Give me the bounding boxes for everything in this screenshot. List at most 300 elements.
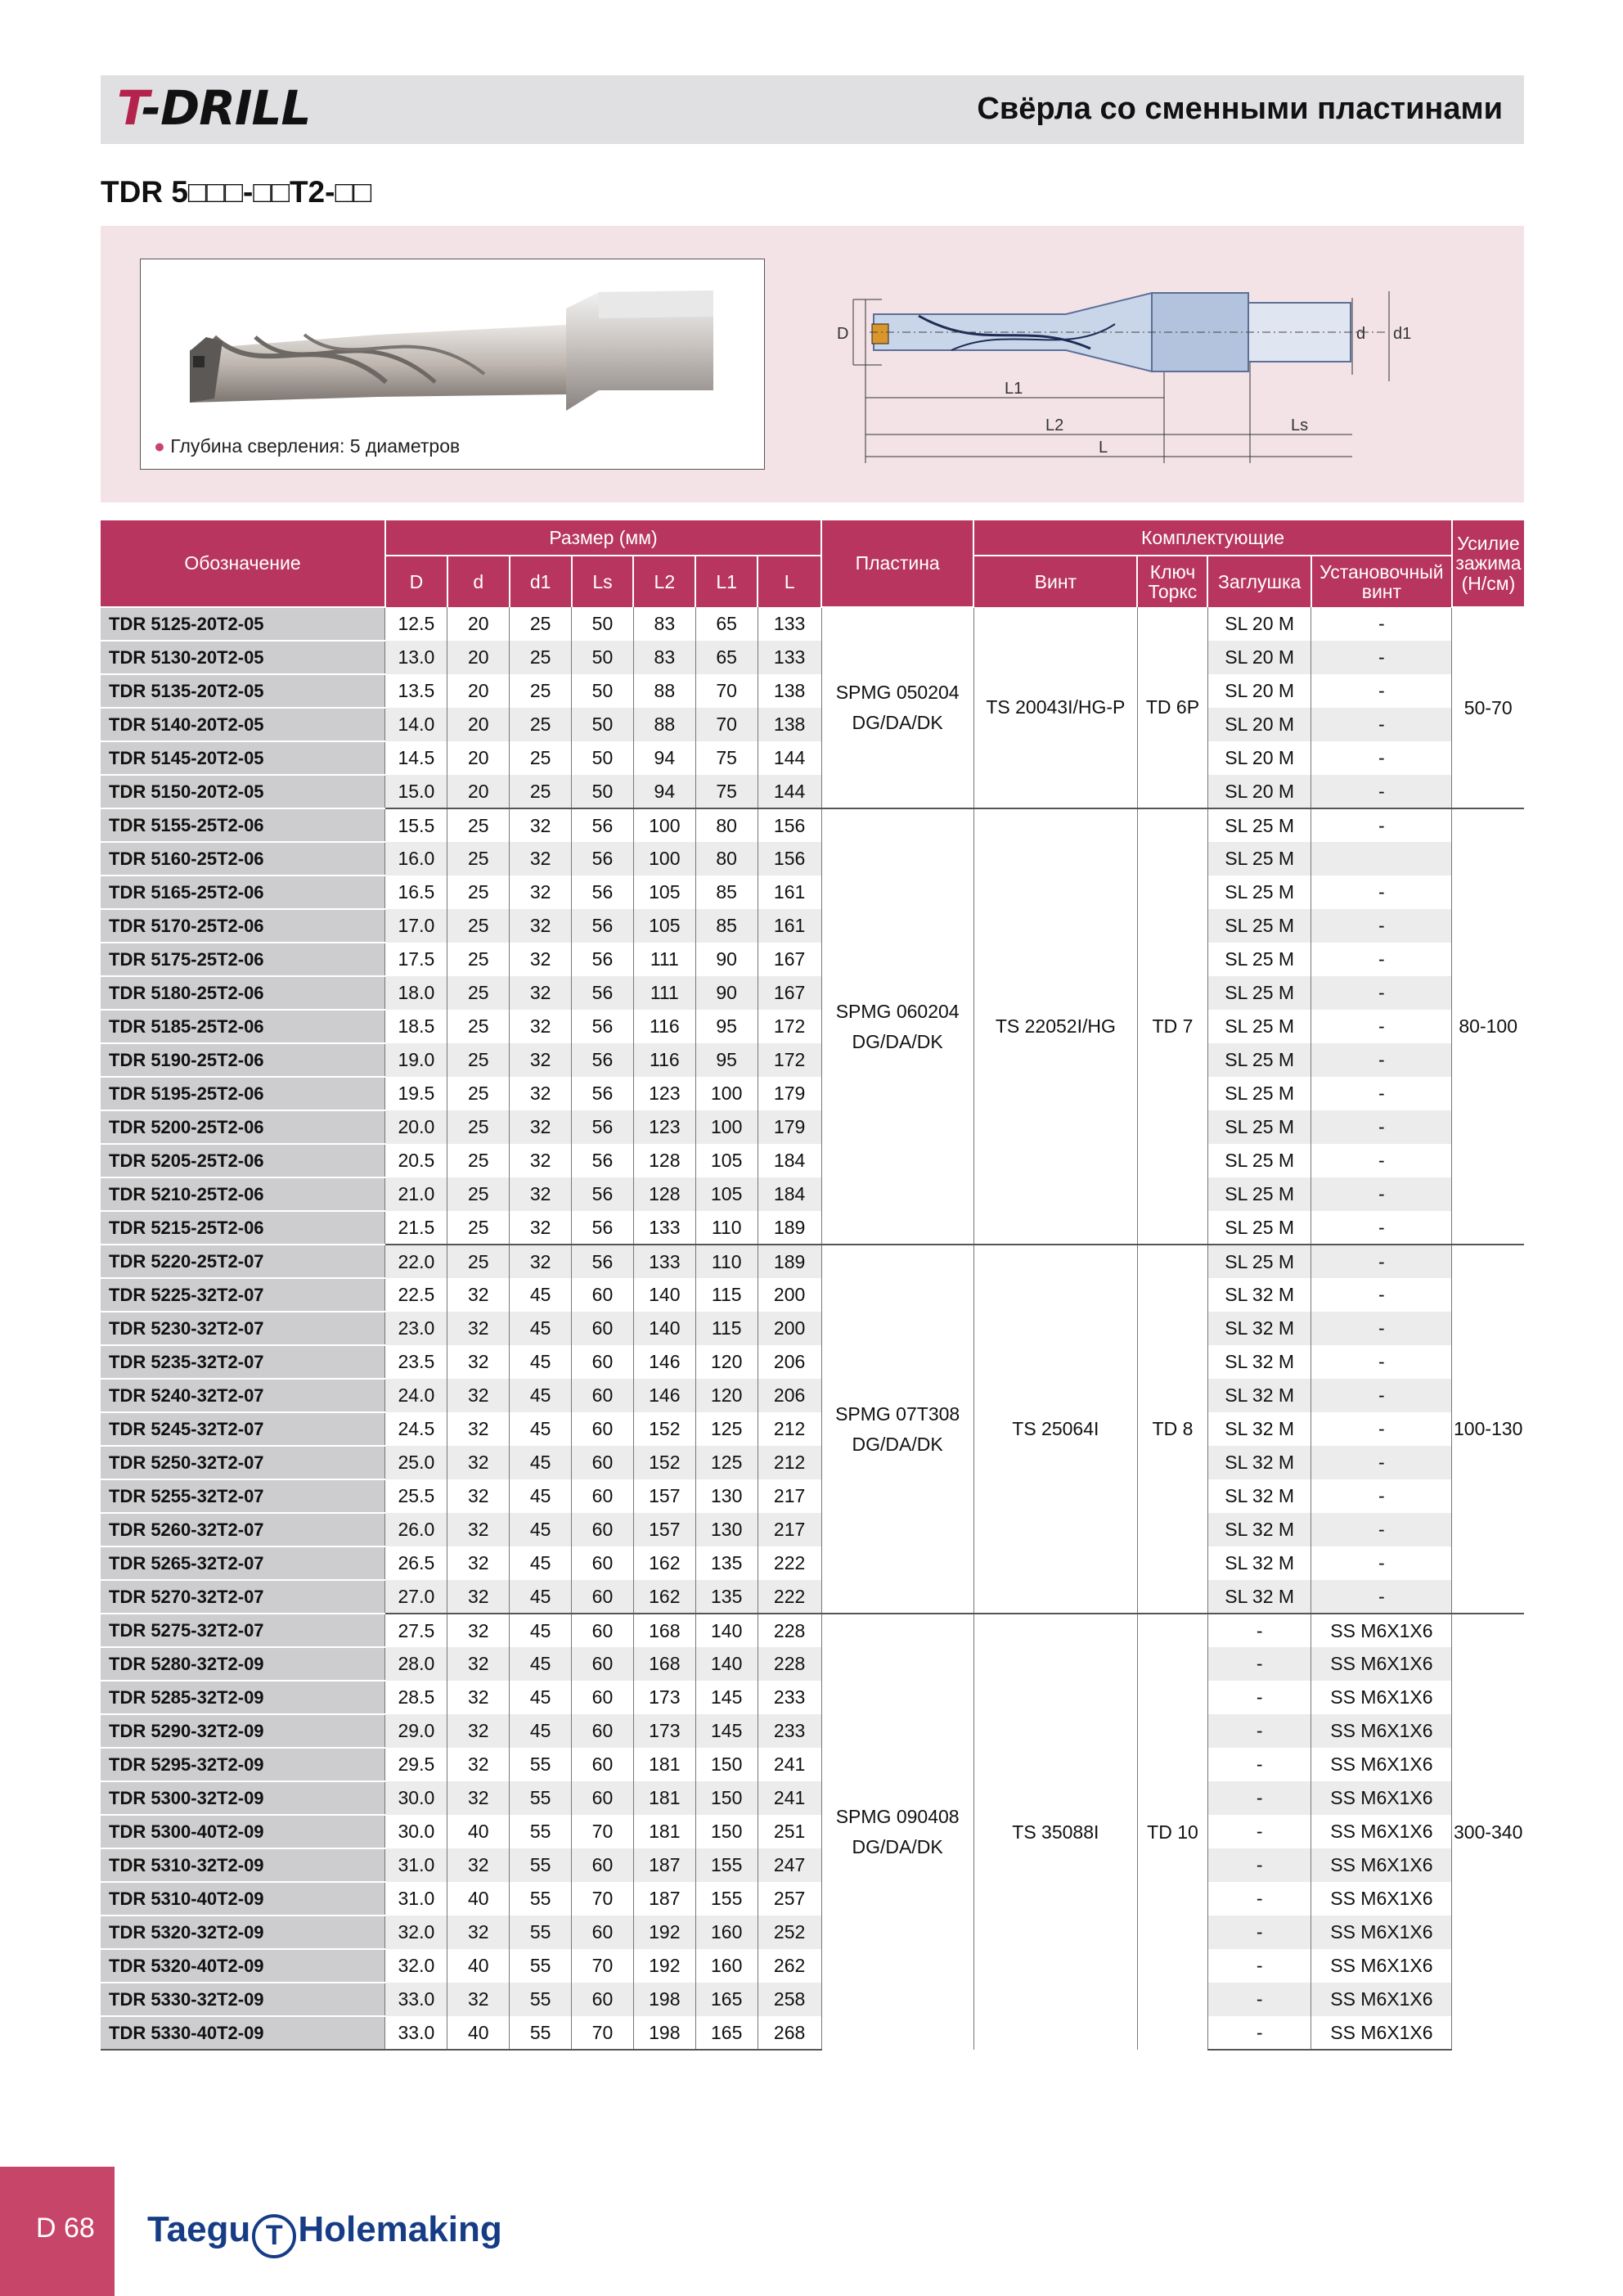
insert-line-2: DG/DA/DK (852, 1836, 943, 1857)
cell-L: 228 (758, 1614, 821, 1647)
table-row (101, 1815, 1524, 1848)
cell-Ls: 60 (572, 1513, 634, 1546)
cell-D: 23.0 (385, 1312, 447, 1345)
cell-Ls: 60 (572, 1546, 634, 1580)
cell-designation: TDR 5140-20T2-05 (101, 708, 385, 741)
cell-L: 222 (758, 1580, 821, 1614)
cell-screw: TS 20043I/HG-P (973, 607, 1137, 808)
cell-d: 25 (447, 1077, 510, 1110)
cell-designation: TDR 5185-25T2-06 (101, 1010, 385, 1043)
cell-L: 133 (758, 641, 821, 674)
cell-L1: 145 (695, 1714, 758, 1748)
cell-set-screw: - (1311, 1144, 1452, 1177)
cell-L: 228 (758, 1647, 821, 1681)
brand-logo (147, 2209, 502, 2258)
drill-photo (140, 259, 765, 470)
table-row (101, 842, 1524, 876)
cell-d1: 55 (510, 1848, 572, 1882)
cell-L1: 105 (695, 1144, 758, 1177)
cell-designation: TDR 5300-40T2-09 (101, 1815, 385, 1848)
cell-designation: TDR 5195-25T2-06 (101, 1077, 385, 1110)
cell-d1: 55 (510, 1882, 572, 1916)
cell-L1: 65 (695, 641, 758, 674)
cell-designation: TDR 5330-40T2-09 (101, 2016, 385, 2050)
cell-L2: 157 (633, 1479, 695, 1513)
cell-Ls: 50 (572, 708, 634, 741)
cell-plug: - (1207, 1882, 1311, 1916)
cell-d1: 55 (510, 1748, 572, 1781)
cell-d1: 55 (510, 1781, 572, 1815)
cell-d1: 32 (510, 943, 572, 976)
cell-D: 30.0 (385, 1815, 447, 1848)
cell-designation: TDR 5155-25T2-06 (101, 808, 385, 842)
cell-L2: 198 (633, 1983, 695, 2016)
cell-plug: SL 25 M (1207, 842, 1311, 876)
cell-d1: 32 (510, 1110, 572, 1144)
cell-set-screw: - (1311, 1546, 1452, 1580)
cell-L: 138 (758, 674, 821, 708)
cell-Ls: 60 (572, 1748, 634, 1781)
cell-d: 25 (447, 876, 510, 909)
cell-Ls: 60 (572, 1446, 634, 1479)
cell-d: 32 (447, 1614, 510, 1647)
cell-d1: 45 (510, 1446, 572, 1479)
cell-D: 19.5 (385, 1077, 447, 1110)
cell-plug: SL 25 M (1207, 876, 1311, 909)
cell-designation: TDR 5165-25T2-06 (101, 876, 385, 909)
cell-set-screw: - (1311, 1513, 1452, 1546)
cell-L2: 198 (633, 2016, 695, 2050)
cell-L: 233 (758, 1681, 821, 1714)
cell-L2: 133 (633, 1245, 695, 1278)
cell-L2: 116 (633, 1010, 695, 1043)
cell-set-screw: - (1311, 943, 1452, 976)
cell-d: 32 (447, 1278, 510, 1312)
cell-Ls: 50 (572, 741, 634, 775)
cell-D: 13.5 (385, 674, 447, 708)
page-title: Свёрла со сменными пластинами (977, 92, 1503, 126)
cell-plug: - (1207, 1781, 1311, 1815)
cell-plug: - (1207, 1983, 1311, 2016)
cell-d1: 45 (510, 1312, 572, 1345)
cell-d: 32 (447, 1714, 510, 1748)
col-set-screw-l2: винт (1361, 581, 1402, 602)
cell-set-screw: SS M6X1X6 (1311, 1681, 1452, 1714)
table-row (101, 876, 1524, 909)
cell-plug: SL 25 M (1207, 1077, 1311, 1110)
col-clamp-force-l3: (Н/см) (1461, 572, 1516, 594)
table-row (101, 1647, 1524, 1681)
insert-line-1: SPMG 060204 (835, 1000, 960, 1022)
cell-clamp-force: 300-340 (1452, 1614, 1524, 2050)
col-d: d (447, 556, 510, 607)
table-row (101, 909, 1524, 943)
cell-L1: 150 (695, 1748, 758, 1781)
cell-D: 33.0 (385, 2016, 447, 2050)
table-row (101, 1949, 1524, 1983)
cell-d: 32 (447, 1513, 510, 1546)
cell-Ls: 60 (572, 1345, 634, 1379)
cell-set-screw: - (1311, 1379, 1452, 1412)
cell-Ls: 56 (572, 1245, 634, 1278)
col-size-group: Размер (мм) (385, 520, 821, 556)
cell-d: 32 (447, 1345, 510, 1379)
cell-d: 32 (447, 1379, 510, 1412)
cell-L2: 140 (633, 1312, 695, 1345)
cell-D: 18.5 (385, 1010, 447, 1043)
cell-D: 15.5 (385, 808, 447, 842)
cell-designation: TDR 5225-32T2-07 (101, 1278, 385, 1312)
cell-L1: 160 (695, 1949, 758, 1983)
col-clamp-force-l1: Усилие (1457, 533, 1520, 555)
cell-D: 31.0 (385, 1882, 447, 1916)
cell-d1: 32 (510, 1010, 572, 1043)
cell-L1: 120 (695, 1345, 758, 1379)
cell-d1: 32 (510, 1177, 572, 1211)
cell-L1: 85 (695, 876, 758, 909)
cell-plug: - (1207, 1614, 1311, 1647)
cell-L1: 155 (695, 1882, 758, 1916)
cell-d: 32 (447, 1446, 510, 1479)
cell-plug: SL 32 M (1207, 1513, 1311, 1546)
insert-line-2: DG/DA/DK (852, 712, 943, 733)
cell-Ls: 56 (572, 1043, 634, 1077)
cell-d: 32 (447, 1983, 510, 2016)
cell-d1: 32 (510, 808, 572, 842)
cell-D: 28.0 (385, 1647, 447, 1681)
cell-D: 29.0 (385, 1714, 447, 1748)
cell-L1: 85 (695, 909, 758, 943)
cell-d: 32 (447, 1312, 510, 1345)
cell-D: 32.0 (385, 1949, 447, 1983)
dim-label-D: D (837, 325, 849, 343)
table-row (101, 1144, 1524, 1177)
cell-d1: 45 (510, 1412, 572, 1446)
cell-d1: 32 (510, 1144, 572, 1177)
cell-Ls: 60 (572, 1479, 634, 1513)
cell-L2: 181 (633, 1781, 695, 1815)
table-row (101, 1781, 1524, 1815)
cell-plug: SL 25 M (1207, 943, 1311, 976)
cell-L1: 120 (695, 1379, 758, 1412)
table-row (101, 1245, 1524, 1278)
cell-Ls: 56 (572, 1010, 634, 1043)
cell-d: 25 (447, 943, 510, 976)
table-row (101, 641, 1524, 674)
cell-plug: SL 25 M (1207, 1110, 1311, 1144)
cell-D: 31.0 (385, 1848, 447, 1882)
cell-L: 179 (758, 1077, 821, 1110)
cell-plug: SL 25 M (1207, 1211, 1311, 1245)
cell-plug: SL 20 M (1207, 674, 1311, 708)
cell-d: 25 (447, 1177, 510, 1211)
table-row (101, 1479, 1524, 1513)
cell-designation: TDR 5290-32T2-09 (101, 1714, 385, 1748)
cell-L1: 150 (695, 1781, 758, 1815)
cell-d1: 32 (510, 1211, 572, 1245)
header-bar (101, 75, 1524, 144)
figure-panel (101, 226, 1524, 502)
cell-L1: 100 (695, 1110, 758, 1144)
cell-L2: 152 (633, 1446, 695, 1479)
table-row (101, 1211, 1524, 1245)
cell-designation: TDR 5285-32T2-09 (101, 1681, 385, 1714)
cell-insert (821, 1245, 973, 1614)
cell-D: 15.0 (385, 775, 447, 808)
cell-d: 40 (447, 1882, 510, 1916)
cell-d: 40 (447, 2016, 510, 2050)
table-row (101, 808, 1524, 842)
cell-set-screw: SS M6X1X6 (1311, 1882, 1452, 1916)
cell-L1: 150 (695, 1815, 758, 1848)
table-row (101, 1412, 1524, 1446)
cell-L2: 181 (633, 1748, 695, 1781)
cell-L2: 133 (633, 1211, 695, 1245)
cell-d: 20 (447, 641, 510, 674)
col-insert: Пластина (821, 520, 973, 607)
cell-L2: 187 (633, 1848, 695, 1882)
table-row (101, 1714, 1524, 1748)
dim-label-L: L (1099, 439, 1108, 457)
cell-plug: SL 25 M (1207, 1010, 1311, 1043)
cell-designation: TDR 5175-25T2-06 (101, 943, 385, 976)
cell-L2: 181 (633, 1815, 695, 1848)
cell-L: 184 (758, 1144, 821, 1177)
cell-plug: - (1207, 1815, 1311, 1848)
cell-designation: TDR 5320-32T2-09 (101, 1916, 385, 1949)
cell-Ls: 60 (572, 1983, 634, 2016)
cell-L2: 116 (633, 1043, 695, 1077)
dim-label-d1: d1 (1393, 325, 1412, 343)
cell-Ls: 60 (572, 1614, 634, 1647)
cell-L1: 135 (695, 1546, 758, 1580)
cell-d1: 55 (510, 1916, 572, 1949)
col-clamp-force-l2: зажима (1455, 552, 1522, 574)
cell-L: 251 (758, 1815, 821, 1848)
cell-plug: - (1207, 2016, 1311, 2050)
cell-plug: SL 32 M (1207, 1446, 1311, 1479)
table-row (101, 1278, 1524, 1312)
insert-line-1: SPMG 050204 (835, 682, 960, 704)
cell-d: 25 (447, 1144, 510, 1177)
cell-Ls: 56 (572, 842, 634, 876)
cell-Ls: 60 (572, 1848, 634, 1882)
cell-D: 29.5 (385, 1748, 447, 1781)
cell-set-screw: - (1311, 1580, 1452, 1614)
cell-L1: 135 (695, 1580, 758, 1614)
cell-L: 156 (758, 808, 821, 842)
cell-d: 25 (447, 976, 510, 1010)
cell-Ls: 60 (572, 1278, 634, 1312)
cell-Ls: 60 (572, 1714, 634, 1748)
cell-Ls: 60 (572, 1916, 634, 1949)
cell-L: 222 (758, 1546, 821, 1580)
cell-L: 184 (758, 1177, 821, 1211)
cell-D: 22.5 (385, 1278, 447, 1312)
table-row (101, 1916, 1524, 1949)
cell-d: 32 (447, 1748, 510, 1781)
cell-plug: SL 25 M (1207, 1177, 1311, 1211)
cell-L1: 70 (695, 708, 758, 741)
cell-L: 144 (758, 741, 821, 775)
cell-L2: 173 (633, 1714, 695, 1748)
drilling-depth-note (154, 435, 460, 457)
cell-L1: 110 (695, 1211, 758, 1245)
cell-L1: 75 (695, 741, 758, 775)
table-row (101, 1882, 1524, 1916)
cell-set-screw: - (1311, 909, 1452, 943)
cell-plug: SL 25 M (1207, 1043, 1311, 1077)
cell-Ls: 56 (572, 943, 634, 976)
cell-plug: - (1207, 1748, 1311, 1781)
cell-clamp-force: 50-70 (1452, 607, 1524, 808)
cell-designation: TDR 5265-32T2-07 (101, 1546, 385, 1580)
cell-D: 18.0 (385, 976, 447, 1010)
cell-L2: 157 (633, 1513, 695, 1546)
cell-L: 212 (758, 1446, 821, 1479)
cell-L2: 128 (633, 1144, 695, 1177)
cell-L2: 187 (633, 1882, 695, 1916)
cell-d1: 55 (510, 1949, 572, 1983)
cell-set-screw: - (1311, 976, 1452, 1010)
cell-set-screw: - (1311, 1043, 1452, 1077)
cell-L1: 160 (695, 1916, 758, 1949)
table-row (101, 1379, 1524, 1412)
cell-d1: 32 (510, 1043, 572, 1077)
cell-L: 172 (758, 1010, 821, 1043)
table-row (101, 775, 1524, 808)
table-row (101, 1010, 1524, 1043)
cell-d: 32 (447, 1647, 510, 1681)
cell-L2: 88 (633, 708, 695, 741)
cell-L1: 165 (695, 2016, 758, 2050)
cell-designation: TDR 5150-20T2-05 (101, 775, 385, 808)
cell-plug: SL 32 M (1207, 1479, 1311, 1513)
cell-L: 217 (758, 1513, 821, 1546)
cell-L2: 100 (633, 808, 695, 842)
cell-L2: 105 (633, 909, 695, 943)
cell-L: 241 (758, 1781, 821, 1815)
cell-designation: TDR 5245-32T2-07 (101, 1412, 385, 1446)
cell-L2: 88 (633, 674, 695, 708)
brand-mark-icon: T (252, 2214, 296, 2258)
cell-set-screw: SS M6X1X6 (1311, 2016, 1452, 2050)
cell-L2: 192 (633, 1949, 695, 1983)
cell-plug: SL 20 M (1207, 741, 1311, 775)
cell-L2: 123 (633, 1110, 695, 1144)
cell-d1: 25 (510, 741, 572, 775)
cell-insert (821, 607, 973, 808)
cell-d: 32 (447, 1412, 510, 1446)
cell-Ls: 56 (572, 876, 634, 909)
cell-D: 20.0 (385, 1110, 447, 1144)
cell-Ls: 50 (572, 674, 634, 708)
cell-clamp-force: 100-130 (1452, 1245, 1524, 1614)
cell-set-screw: - (1311, 741, 1452, 775)
cell-set-screw: SS M6X1X6 (1311, 1748, 1452, 1781)
insert-line-1: SPMG 07T308 (835, 1402, 960, 1425)
table-row (101, 674, 1524, 708)
cell-Ls: 60 (572, 1681, 634, 1714)
cell-d1: 32 (510, 842, 572, 876)
cell-Ls: 60 (572, 1312, 634, 1345)
cell-designation: TDR 5125-20T2-05 (101, 607, 385, 641)
cell-L: 138 (758, 708, 821, 741)
cell-designation: TDR 5135-20T2-05 (101, 674, 385, 708)
table-row (101, 2016, 1524, 2050)
cell-plug: - (1207, 1647, 1311, 1681)
cell-D: 24.5 (385, 1412, 447, 1446)
cell-screw: TS 22052I/HG (973, 808, 1137, 1245)
cell-set-screw: - (1311, 1479, 1452, 1513)
brand-right: Holemaking (298, 2209, 502, 2249)
cell-Ls: 50 (572, 607, 634, 641)
cell-designation: TDR 5240-32T2-07 (101, 1379, 385, 1412)
cell-L1: 75 (695, 775, 758, 808)
cell-Ls: 60 (572, 1412, 634, 1446)
cell-L1: 90 (695, 976, 758, 1010)
cell-designation: TDR 5145-20T2-05 (101, 741, 385, 775)
col-D: D (385, 556, 447, 607)
cell-Ls: 56 (572, 1177, 634, 1211)
cell-d1: 45 (510, 1278, 572, 1312)
cell-d1: 25 (510, 641, 572, 674)
table-row (101, 1177, 1524, 1211)
cell-designation: TDR 5160-25T2-06 (101, 842, 385, 876)
cell-plug: SL 32 M (1207, 1412, 1311, 1446)
cell-set-screw: - (1311, 1412, 1452, 1446)
cell-designation: TDR 5180-25T2-06 (101, 976, 385, 1010)
cell-designation: TDR 5130-20T2-05 (101, 641, 385, 674)
cell-d1: 45 (510, 1546, 572, 1580)
cell-d1: 25 (510, 607, 572, 641)
cell-L: 217 (758, 1479, 821, 1513)
cell-designation: TDR 5310-32T2-09 (101, 1848, 385, 1882)
cell-set-screw: - (1311, 1278, 1452, 1312)
cell-torx-key: TD 10 (1137, 1614, 1207, 2050)
cell-torx-key: TD 8 (1137, 1245, 1207, 1614)
cell-L1: 110 (695, 1245, 758, 1278)
cell-d: 25 (447, 1245, 510, 1278)
cell-L: 233 (758, 1714, 821, 1748)
cell-d: 25 (447, 1110, 510, 1144)
insert-line-1: SPMG 090408 (835, 1806, 960, 1828)
col-designation: Обозначение (101, 520, 385, 607)
cell-L1: 130 (695, 1513, 758, 1546)
cell-set-screw: - (1311, 808, 1452, 842)
cell-L1: 95 (695, 1043, 758, 1077)
cell-plug: SL 32 M (1207, 1546, 1311, 1580)
cell-D: 21.5 (385, 1211, 447, 1245)
cell-plug: SL 25 M (1207, 1144, 1311, 1177)
cell-plug: SL 25 M (1207, 1245, 1311, 1278)
col-screw: Винт (973, 556, 1137, 607)
cell-d: 20 (447, 708, 510, 741)
cell-set-screw: SS M6X1X6 (1311, 1983, 1452, 2016)
cell-L2: 192 (633, 1916, 695, 1949)
cell-L: 252 (758, 1916, 821, 1949)
insert-line-2: DG/DA/DK (852, 1433, 943, 1455)
cell-L1: 90 (695, 943, 758, 976)
cell-d1: 55 (510, 1815, 572, 1848)
cell-plug: SL 20 M (1207, 641, 1311, 674)
cell-designation: TDR 5250-32T2-07 (101, 1446, 385, 1479)
col-components: Комплектующие (973, 520, 1452, 556)
table-row (101, 1312, 1524, 1345)
cell-Ls: 50 (572, 775, 634, 808)
col-torx-key (1137, 556, 1207, 607)
table-row (101, 1110, 1524, 1144)
